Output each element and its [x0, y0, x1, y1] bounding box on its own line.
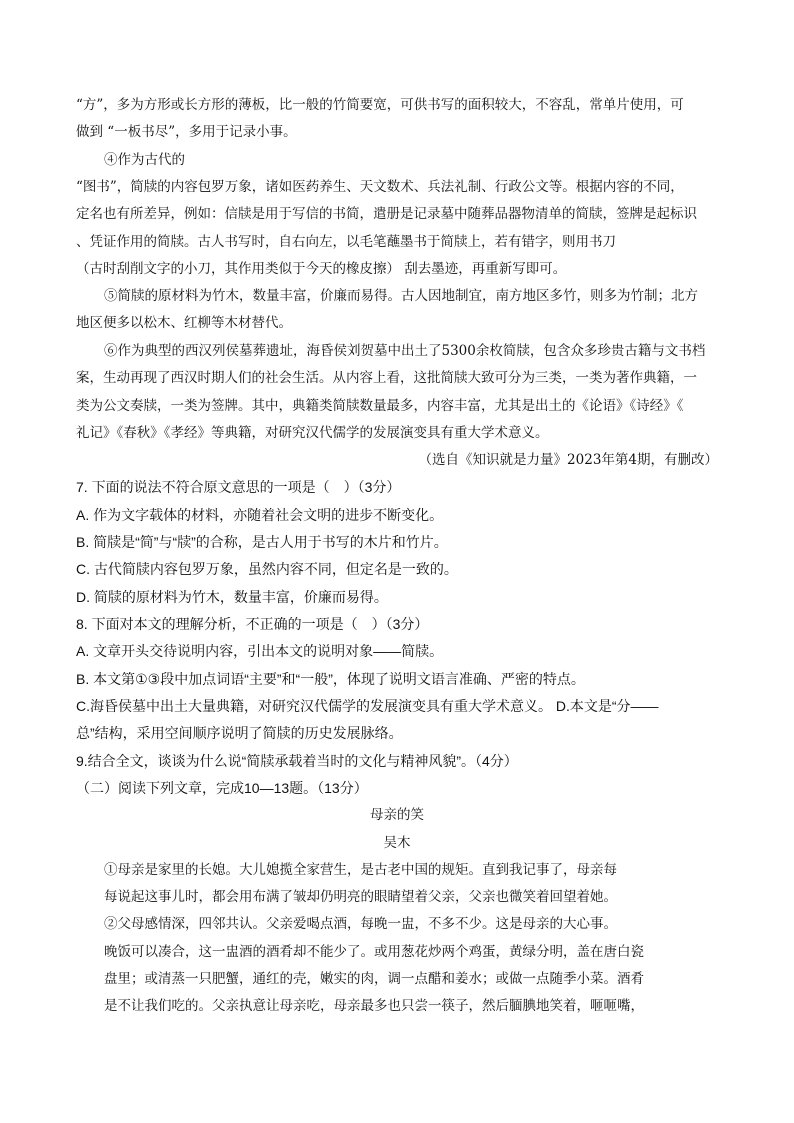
question-8-stem: 8. 下面对本文的理解分析，不正确的一项是（ ）（3分）: [76, 616, 429, 632]
article-line: ②父母感情深，四邻共认。父亲爱喝点酒，每晚一盅，不多不少。这是母亲的大心事。: [104, 916, 617, 932]
question-7-stem: 7. 下面的说法不符合原文意思的一项是（ ）（3分）: [76, 479, 401, 495]
article-line: 盘里；或清蒸一只肥蟹，通红的壳，嫩实的肉，调一点醋和姜水；或做一点随季小菜。酒肴: [104, 971, 644, 987]
question-7-option[interactable]: B. 简牍是“简”与“牍”的合称，是古人用于书写的木片和竹片。: [76, 534, 448, 550]
question-9: 9.结合全文，谈谈为什么说“简牍承载着当时的文化与精神风貌”。（4分）: [76, 753, 518, 769]
passage-line: “图书”，简牍的内容包罗万象，诸如医药养生、天文数术、兵法礼制、行政公文等。根据内容的不同，: [76, 179, 684, 195]
question-8-option[interactable]: C.海昏侯墓中出土大量典籍，对研究汉代儒学的发展演变具有重大学术意义。 D.本文是“分——: [76, 698, 659, 714]
article-title: 母亲的笑: [370, 807, 424, 823]
passage-line: 类为公文奏牍，一类为签牌。其中，典籍类简牍数量最多，内容丰富，尤其是出土的《论语》《诗经》《: [76, 398, 684, 414]
passage-line: （古时刮削文字的小刀，其作用类似于今天的橡皮擦） 刮去墨迹，再重新写即可。: [76, 261, 567, 277]
passage-line: 、凭证作用的简牍。古人书写时，自右向左，以毛笔蘸墨书于简牍上，若有错字，则用书刀: [76, 234, 616, 250]
question-7-option[interactable]: D. 简牍的原材料为竹木，数量丰富，价廉而易得。: [76, 589, 388, 605]
question-7-option[interactable]: C. 古代简牍内容包罗万象，虽然内容不同，但定名是一致的。: [76, 561, 458, 577]
passage-line: 定名也有所差异，例如：信牍是用于写信的书简，遣册是记录墓中随葬品器物清单的简牍，签牌是起标识: [76, 206, 697, 222]
passage-line: ④作为古代的: [104, 152, 185, 168]
passage-line: ⑤简牍的原材料为竹木，数量丰富，价廉而易得。古人因地制宜，南方地区多竹，则多为竹制；北方: [104, 288, 698, 304]
question-8-option[interactable]: 总”结构，采用空间顺序说明了简牍的历史发展脉络。: [76, 725, 403, 741]
article-line: 晚饭可以凑合，这一盅酒的酒肴却不能少了。或用葱花炒两个鸡蛋，黄绿分明，盖在唐白瓷: [104, 944, 644, 960]
passage-line: 地区便多以松木、红柳等木材替代。: [76, 315, 292, 331]
section-2-heading: （二）阅读下列文章，完成10—13题。（13分）: [76, 780, 368, 796]
question-7-option[interactable]: A. 作为文字载体的材料，亦随着社会文明的进步不断变化。: [76, 507, 444, 523]
question-8-option[interactable]: B. 本文第①③段中加点词语“主要”和“一般”，体现了说明文语言准确、严密的特点。: [76, 671, 585, 687]
article-line: 是不让我们吃的。父亲执意让母亲吃，母亲最多也只尝一筷子，然后腼腆地笑着，咂咂嘴，: [104, 998, 644, 1014]
passage-line: 做到 “一板书尽”，多用于记录小事。: [76, 124, 297, 140]
article-line: ①母亲是家里的长媳。大儿媳揽全家营生，是古老中国的规矩。直到我记事了，母亲每: [104, 862, 617, 878]
passage-source: （选自《知识就是力量》2023年第4期，有删改）: [418, 452, 718, 468]
passage-line: ⑥作为典型的西汉列侯墓葬遗址，海昏侯刘贺墓中出土了5300余枚简牍，包含众多珍贵古籍与文书档: [104, 343, 706, 359]
passage-line: 案，生动再现了西汉时期人们的社会生活。从内容上看，这批简牍大致可分为三类，一类为著作典籍，一: [76, 370, 697, 386]
article-line: 每说起这事儿时，都会用布满了皱却仍明亮的眼睛望着父亲，父亲也微笑着回望着她。: [104, 889, 617, 905]
question-8-option[interactable]: A. 文章开头交待说明内容，引出本文的说明对象——简牍。: [76, 643, 444, 659]
article-author: 吴木: [383, 835, 411, 851]
passage-line: 礼记》《春秋》《孝经》等典籍，对研究汉代儒学的发展演变具有重大学术意义。: [76, 425, 549, 441]
passage-line: “方”，多为方形或长方形的薄板，比一般的竹简要宽，可供书写的面积较大，不容乱，常单片使用，可: [76, 97, 684, 113]
